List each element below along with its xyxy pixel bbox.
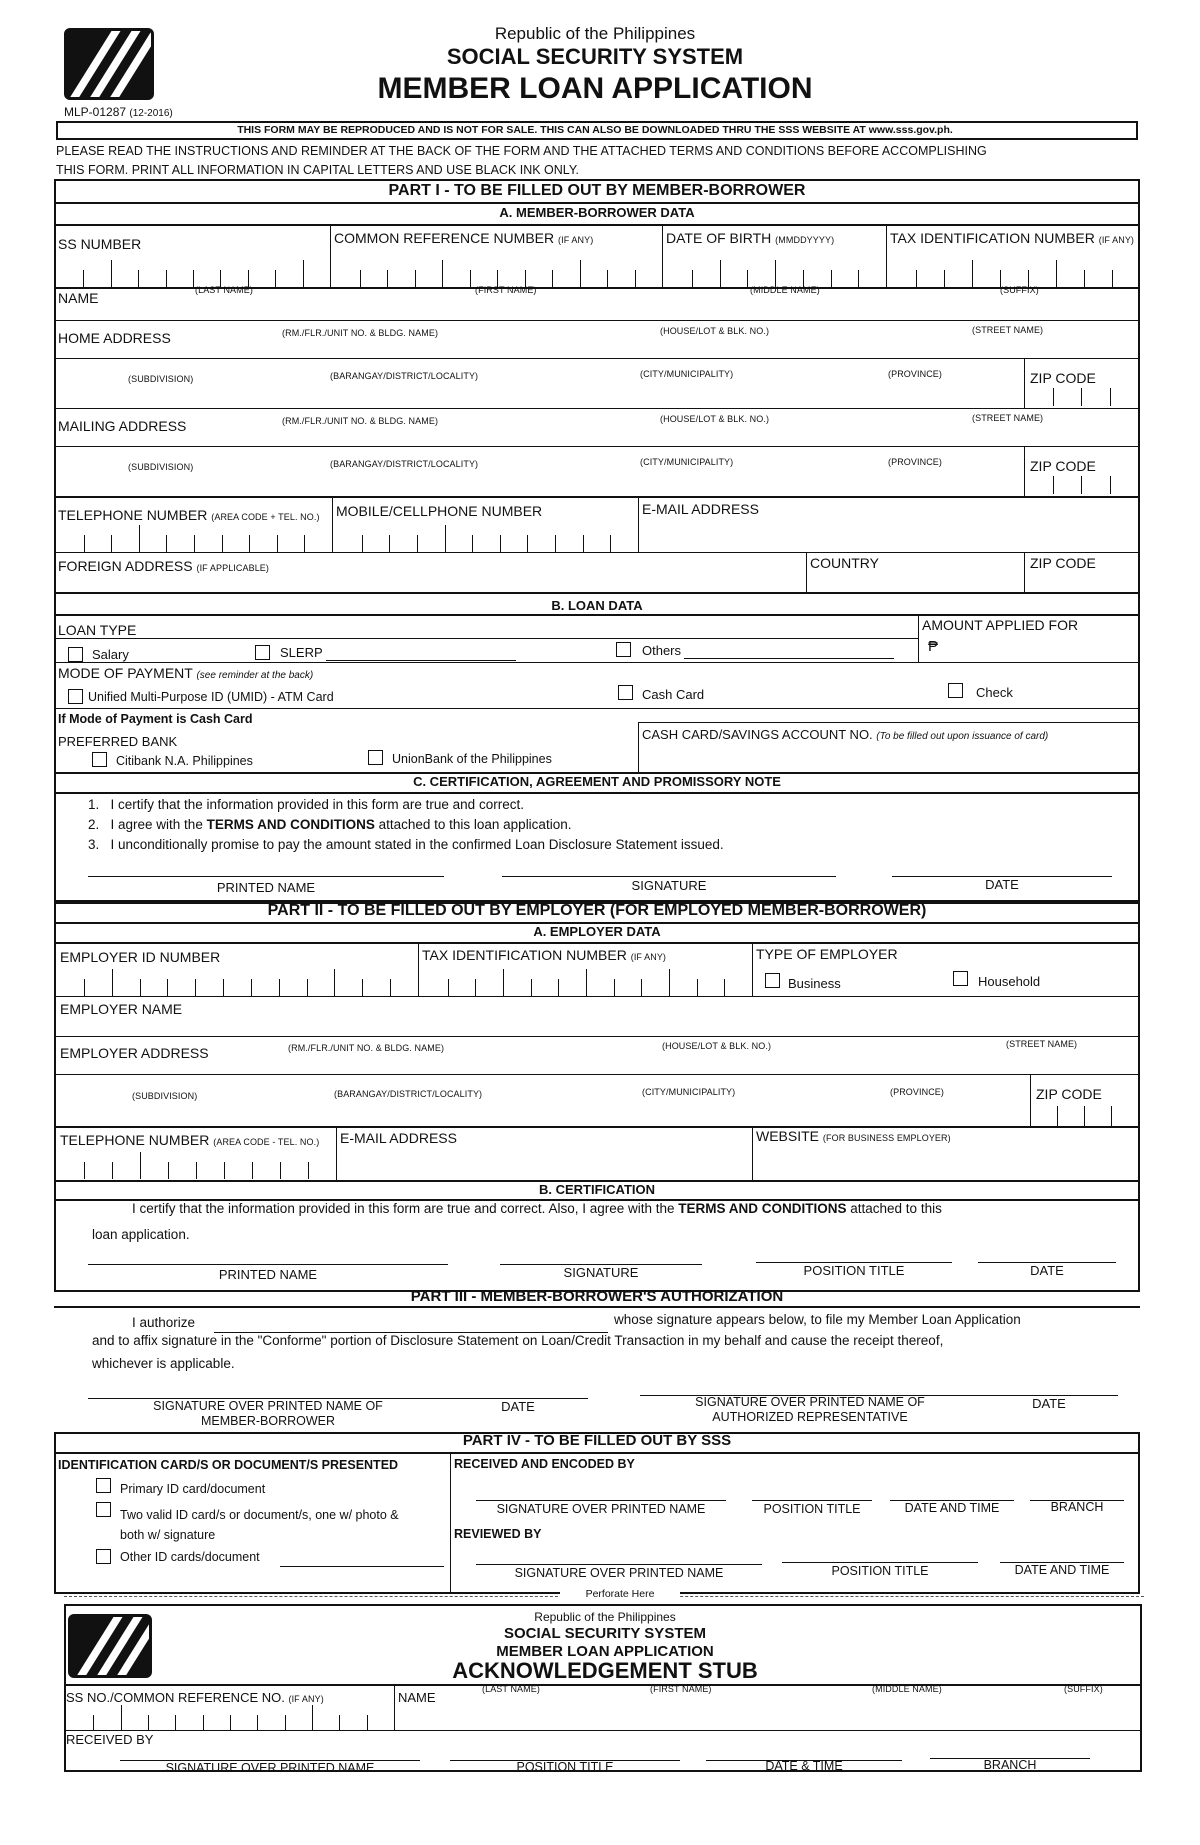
mailing-address-line2-field[interactable] xyxy=(58,470,1022,494)
er-certification-title: B. CERTIFICATION xyxy=(538,1182,656,1197)
foreign-zip-label: ZIP CODE xyxy=(1030,555,1096,571)
home-zip-label: ZIP CODE xyxy=(1030,370,1096,386)
email-label: E-MAIL ADDRESS xyxy=(642,501,759,517)
last-name-label: (LAST NAME) xyxy=(195,285,253,295)
er-website-field[interactable] xyxy=(754,1150,1136,1180)
digit-divider xyxy=(111,535,112,552)
er-rm-label: (RM./FLR./UNIT NO. & BLDG. NAME) xyxy=(288,1043,445,1053)
digit-divider xyxy=(500,535,501,552)
digit-divider xyxy=(111,260,112,287)
auth-date2-label: DATE xyxy=(1032,1396,1066,1411)
others-checkbox[interactable] xyxy=(616,642,631,657)
citibank-label: Citibank N.A. Philippines xyxy=(116,754,253,768)
email-field[interactable] xyxy=(640,520,1136,552)
er-street-label: (STREET NAME) xyxy=(1006,1039,1078,1049)
stub-name-field[interactable] xyxy=(440,1700,1136,1728)
other-id-checkbox[interactable] xyxy=(96,1549,111,1564)
perforate-label: Perforate Here xyxy=(560,1588,680,1600)
first-name-label: (FIRST NAME) xyxy=(475,285,537,295)
digit-divider xyxy=(607,270,608,287)
digit-divider xyxy=(720,260,721,287)
reviewed-signature-field[interactable] xyxy=(476,1544,762,1564)
check-checkbox[interactable] xyxy=(948,683,963,698)
home-street-label: (STREET NAME) xyxy=(972,325,1044,335)
home-subdivision-label: (SUBDIVISION) xyxy=(128,374,194,384)
er-email-field[interactable] xyxy=(338,1150,750,1180)
stub-title: ACKNOWLEDGEMENT STUB xyxy=(452,1658,758,1683)
telephone-field[interactable] xyxy=(56,520,330,552)
cash-card-checkbox[interactable] xyxy=(618,685,633,700)
business-label: Business xyxy=(788,976,841,991)
mailing-address-label: MAILING ADDRESS xyxy=(58,418,187,434)
er-signature-field[interactable] xyxy=(500,1244,702,1264)
digit-divider xyxy=(93,1715,94,1730)
digit-divider xyxy=(285,1715,286,1730)
digit-divider xyxy=(586,969,587,996)
digit-divider xyxy=(279,979,280,996)
unionbank-checkbox[interactable] xyxy=(368,750,383,765)
digit-divider xyxy=(475,979,476,996)
other-id-label: Other ID cards/document xyxy=(120,1550,260,1564)
er-province-label: (PROVINCE) xyxy=(890,1087,945,1097)
auth-date1-label: DATE xyxy=(501,1399,535,1414)
er-zip-label: ZIP CODE xyxy=(1036,1086,1102,1102)
digit-divider xyxy=(175,1715,176,1730)
home-zip-field[interactable] xyxy=(1026,386,1138,408)
digit-divider xyxy=(148,1715,149,1730)
telephone-label: TELEPHONE NUMBER (AREA CODE + TEL. NO.) xyxy=(58,507,320,523)
mobile-label: MOBILE/CELLPHONE NUMBER xyxy=(336,503,543,519)
stub-republic: Republic of the Philippines xyxy=(534,1610,676,1624)
header-title: MEMBER LOAN APPLICATION xyxy=(377,72,813,105)
p1-signature-label: SIGNATURE xyxy=(631,878,707,893)
digit-divider xyxy=(193,270,194,287)
unionbank-label: UnionBank of the Philippines xyxy=(392,752,552,766)
preferred-bank-label: PREFERRED BANK xyxy=(58,734,178,749)
digit-divider xyxy=(916,270,917,287)
cert-item-3: 3. I unconditionally promise to pay the amount stated in the confirmed Loan Disclosure Statement issued. xyxy=(88,837,724,852)
reviewed-position-label: POSITION TITLE xyxy=(831,1564,929,1578)
digit-divider xyxy=(304,535,305,552)
digit-divider xyxy=(312,1705,313,1730)
digit-divider xyxy=(389,535,390,552)
name-label: NAME xyxy=(58,290,99,306)
digit-divider xyxy=(223,979,224,996)
home-rm-label: (RM./FLR./UNIT NO. & BLDG. NAME) xyxy=(282,328,439,338)
digit-divider xyxy=(84,535,85,552)
digit-divider xyxy=(583,535,584,552)
stub-datetime-field[interactable] xyxy=(706,1740,902,1760)
stub-first-name-label: (FIRST NAME) xyxy=(650,1684,712,1694)
er-date-label: DATE xyxy=(1030,1263,1064,1278)
p1-signature-field[interactable] xyxy=(502,856,836,876)
digit-divider xyxy=(167,979,168,996)
cash-card-label: Cash Card xyxy=(642,687,705,702)
stub-position-label: POSITION TITLE xyxy=(516,1760,614,1774)
stub-ss-crn-field[interactable] xyxy=(66,1706,392,1730)
digit-divider xyxy=(442,260,443,287)
header-republic: Republic of the Philippines xyxy=(494,24,696,43)
mode-label: MODE OF PAYMENT (see reminder at the back) xyxy=(58,665,314,681)
part3-title: PART III - MEMBER-BORROWER'S AUTHORIZATION xyxy=(410,1288,784,1305)
digit-divider xyxy=(858,270,859,287)
digit-divider xyxy=(138,270,139,287)
p1-printed-name-label: PRINTED NAME xyxy=(216,880,316,895)
primary-id-label: Primary ID card/document xyxy=(120,1482,266,1496)
reproduction-notice: THIS FORM MAY BE REPRODUCED AND IS NOT FOR SALE. THIS CAN ALSO BE DOWNLOADED THRU THE SSS WEBSITE AT www.sss.gov.ph. xyxy=(237,124,953,136)
salary-label: Salary xyxy=(92,647,129,662)
representative-name-field[interactable] xyxy=(214,1314,608,1332)
er-tin-label: TAX IDENTIFICATION NUMBER (IF ANY) xyxy=(422,947,667,963)
digit-divider xyxy=(641,979,642,996)
er-position-field[interactable] xyxy=(756,1242,952,1262)
er-cert-line2: loan application. xyxy=(92,1227,190,1242)
digit-divider xyxy=(972,260,973,287)
digit-divider xyxy=(303,260,304,287)
digit-divider xyxy=(121,1705,122,1730)
form-number: MLP-01287 (12-2016) xyxy=(64,105,173,119)
stub-form-name: MEMBER LOAN APPLICATION xyxy=(496,1643,714,1660)
tin-label: TAX IDENTIFICATION NUMBER (IF ANY) xyxy=(890,230,1135,246)
digit-divider xyxy=(84,979,85,996)
er-telephone-field[interactable] xyxy=(56,1150,334,1180)
received-datetime-label: DATE AND TIME xyxy=(904,1501,1000,1515)
slerp-label: SLERP xyxy=(280,645,323,660)
cert-item-1: 1. I certify that the information provided in this form are true and correct. xyxy=(88,797,524,812)
stub-position-field[interactable] xyxy=(450,1740,680,1760)
instruction-line2: THIS FORM. PRINT ALL INFORMATION IN CAPITAL LETTERS AND USE BLACK INK ONLY. xyxy=(56,163,580,177)
auth-line3: whichever is applicable. xyxy=(92,1356,235,1371)
er-address-label: EMPLOYER ADDRESS xyxy=(60,1045,209,1061)
if-cash-card-label: If Mode of Payment is Cash Card xyxy=(58,712,253,726)
er-address-line2-field[interactable] xyxy=(58,1100,1028,1124)
digit-divider xyxy=(84,1162,85,1179)
reviewed-by-label: REVIEWED BY xyxy=(454,1527,542,1541)
digit-divider xyxy=(362,979,363,996)
digit-divider xyxy=(334,969,335,996)
mail-zip-label: ZIP CODE xyxy=(1030,458,1096,474)
household-label: Household xyxy=(978,974,1041,989)
digit-divider xyxy=(417,535,418,552)
er-city-label: (CITY/MUNICIPALITY) xyxy=(642,1087,736,1097)
cert-item-2: 2. I agree with the TERMS AND CONDITIONS attached to this loan application. xyxy=(88,817,572,832)
digit-divider xyxy=(472,535,473,552)
digit-divider xyxy=(558,979,559,996)
rep-signature-field[interactable] xyxy=(640,1375,980,1395)
mail-barangay-label: (BARANGAY/DISTRICT/LOCALITY) xyxy=(330,459,479,469)
two-valid-id-label: Two valid ID card/s or document/s, one w/ photo & both w/ signature xyxy=(120,1508,399,1542)
part2-title: PART II - TO BE FILLED OUT BY EMPLOYER (FOR EMPLOYED MEMBER-BORROWER) xyxy=(267,902,927,919)
auth-date1-field[interactable] xyxy=(448,1378,588,1398)
digit-divider xyxy=(224,1162,225,1179)
digit-divider xyxy=(251,979,252,996)
middle-name-label: (MIDDLE NAME) xyxy=(750,285,820,295)
mail-province-label: (PROVINCE) xyxy=(888,457,943,467)
part1-title: PART I - TO BE FILLED OUT BY MEMBER-BORROWER xyxy=(388,182,806,199)
digit-divider xyxy=(112,969,113,996)
id-presented-label: IDENTIFICATION CARD/S OR DOCUMENT/S PRESENTED xyxy=(58,1458,399,1472)
peso-sign: ₱ xyxy=(928,638,939,655)
stub-branch-field[interactable] xyxy=(930,1738,1090,1758)
received-position-field[interactable] xyxy=(752,1480,872,1500)
citibank-checkbox[interactable] xyxy=(92,752,107,767)
mailing-address-line1-field[interactable] xyxy=(200,426,1136,446)
digit-divider xyxy=(194,535,195,552)
amount-field[interactable] xyxy=(945,636,1135,658)
part1-section-a: A. MEMBER-BORROWER DATA xyxy=(499,205,695,220)
foreign-zip-field[interactable] xyxy=(1026,572,1138,590)
p1-date-label: DATE xyxy=(985,877,1019,892)
stub-agency: SOCIAL SECURITY SYSTEM xyxy=(504,1625,706,1642)
home-address-line2-field[interactable] xyxy=(58,382,1022,406)
home-address-label: HOME ADDRESS xyxy=(58,330,171,346)
digit-divider xyxy=(112,1162,113,1179)
mail-rm-label: (RM./FLR./UNIT NO. & BLDG. NAME) xyxy=(282,416,439,426)
digit-divider xyxy=(166,270,167,287)
primary-id-checkbox[interactable] xyxy=(96,1478,111,1493)
digit-divider xyxy=(222,535,223,552)
home-address-line1-field[interactable] xyxy=(200,338,1136,358)
auth-date2-field[interactable] xyxy=(980,1375,1118,1395)
stub-received-by-label: RECEIVED BY xyxy=(66,1732,154,1747)
stub-signature-field[interactable] xyxy=(120,1740,420,1760)
digit-divider xyxy=(503,969,504,996)
foreign-address-field[interactable] xyxy=(58,572,802,590)
others-label: Others xyxy=(642,643,682,658)
home-province-label: (PROVINCE) xyxy=(888,369,943,379)
er-id-label: EMPLOYER ID NUMBER xyxy=(60,949,221,965)
mail-house-label: (HOUSE/LOT & BLK. NO.) xyxy=(660,414,770,424)
er-zip-field[interactable] xyxy=(1032,1104,1136,1126)
digit-divider xyxy=(275,270,276,287)
home-house-label: (HOUSE/LOT & BLK. NO.) xyxy=(660,326,770,336)
mail-city-label: (CITY/MUNICIPALITY) xyxy=(640,457,734,467)
loan-data-title: B. LOAN DATA xyxy=(551,598,643,613)
two-valid-id-checkbox[interactable] xyxy=(96,1502,111,1517)
digit-divider xyxy=(445,525,446,552)
digit-divider xyxy=(308,1162,309,1179)
member-signature-field[interactable] xyxy=(88,1378,448,1398)
amount-label: AMOUNT APPLIED FOR xyxy=(922,617,1079,633)
er-name-label: EMPLOYER NAME xyxy=(60,1001,183,1017)
er-date-field[interactable] xyxy=(978,1242,1116,1262)
reviewed-position-field[interactable] xyxy=(782,1542,978,1562)
account-no-field[interactable] xyxy=(642,746,1136,770)
stub-suffix-label: (SUFFIX) xyxy=(1064,1684,1103,1694)
mail-street-label: (STREET NAME) xyxy=(972,413,1044,423)
dob-field[interactable] xyxy=(664,250,884,288)
er-subdivision-label: (SUBDIVISION) xyxy=(132,1091,198,1101)
dob-label: DATE OF BIRTH (MMDDYYYY) xyxy=(666,230,835,246)
tin-field[interactable] xyxy=(888,250,1138,288)
rep-signature-label: SIGNATURE OVER PRINTED NAME OF AUTHORIZED REPRESENTATIVE xyxy=(695,1395,925,1424)
digit-divider xyxy=(610,535,611,552)
stub-ss-crn-label: SS NO./COMMON REFERENCE NO. (IF ANY) xyxy=(66,1690,324,1705)
header-agency: SOCIAL SECURITY SYSTEM xyxy=(446,44,744,69)
check-label: Check xyxy=(976,685,1013,700)
digit-divider xyxy=(387,270,388,287)
received-branch-label: BRANCH xyxy=(1050,1500,1104,1514)
household-checkbox[interactable] xyxy=(953,971,968,986)
digit-divider xyxy=(635,270,636,287)
er-printed-name-field[interactable] xyxy=(88,1244,448,1264)
digit-divider xyxy=(307,979,308,996)
p1-date-field[interactable] xyxy=(892,856,1112,876)
digit-divider xyxy=(140,1152,141,1179)
auth-line1-end: whose signature appears below, to file my Member Loan Application xyxy=(614,1312,1021,1327)
digit-divider xyxy=(367,1715,368,1730)
stub-sss-logo xyxy=(68,1614,152,1678)
digit-divider xyxy=(831,270,832,287)
stub-signature-label: SIGNATURE OVER PRINTED NAME xyxy=(165,1761,375,1775)
er-printed-name-label: PRINTED NAME xyxy=(218,1267,318,1282)
digit-divider xyxy=(747,270,748,287)
digit-divider xyxy=(527,535,528,552)
er-address-line1-field[interactable] xyxy=(210,1052,1136,1074)
business-checkbox[interactable] xyxy=(765,973,780,988)
mail-zip-field[interactable] xyxy=(1026,474,1138,496)
p1-printed-name-field[interactable] xyxy=(88,856,444,876)
digit-divider xyxy=(1056,260,1057,287)
umid-label: Unified Multi-Purpose ID (UMID) - ATM Card xyxy=(88,690,334,704)
received-datetime-field[interactable] xyxy=(890,1480,1014,1500)
digit-divider xyxy=(362,535,363,552)
digit-divider xyxy=(203,1715,204,1730)
digit-divider xyxy=(230,1715,231,1730)
digit-divider xyxy=(1084,270,1085,287)
er-name-field[interactable] xyxy=(58,1016,1136,1036)
employer-data-title: A. EMPLOYER DATA xyxy=(533,924,661,939)
digit-divider xyxy=(531,979,532,996)
other-id-field[interactable] xyxy=(280,1548,444,1566)
digit-divider xyxy=(280,1162,281,1179)
crn-field[interactable] xyxy=(332,250,660,288)
home-city-label: (CITY/MUNICIPALITY) xyxy=(640,369,734,379)
digit-divider xyxy=(415,270,416,287)
salary-checkbox[interactable] xyxy=(68,647,83,662)
digit-divider xyxy=(555,535,556,552)
umid-checkbox[interactable] xyxy=(68,689,83,704)
digit-divider xyxy=(580,260,581,287)
reviewed-signature-label: SIGNATURE OVER PRINTED NAME xyxy=(514,1566,724,1580)
ss-number-field[interactable] xyxy=(56,250,328,288)
reviewed-datetime-label: DATE AND TIME xyxy=(1014,1563,1110,1577)
slerp-checkbox[interactable] xyxy=(255,645,270,660)
digit-divider xyxy=(692,270,693,287)
digit-divider xyxy=(257,1715,258,1730)
er-telephone-label: TELEPHONE NUMBER (AREA CODE - TEL. NO.) xyxy=(60,1132,320,1148)
received-signature-field[interactable] xyxy=(476,1480,726,1500)
certification-title: C. CERTIFICATION, AGREEMENT AND PROMISSORY NOTE xyxy=(413,774,781,789)
digit-divider xyxy=(552,270,553,287)
digit-divider xyxy=(448,979,449,996)
digit-divider xyxy=(252,1162,253,1179)
digit-divider xyxy=(140,979,141,996)
er-website-label: WEBSITE (FOR BUSINESS EMPLOYER) xyxy=(756,1128,951,1144)
digit-divider xyxy=(614,979,615,996)
digit-divider xyxy=(470,270,471,287)
stub-branch-label: BRANCH xyxy=(983,1758,1037,1772)
mail-subdivision-label: (SUBDIVISION) xyxy=(128,462,194,472)
stub-middle-name-label: (MIDDLE NAME) xyxy=(872,1684,942,1694)
digit-divider xyxy=(195,979,196,996)
digit-divider xyxy=(390,979,391,996)
digit-divider xyxy=(697,979,698,996)
foreign-address-label: FOREIGN ADDRESS (IF APPLICABLE) xyxy=(58,558,270,574)
er-signature-label: SIGNATURE xyxy=(563,1265,639,1280)
stub-last-name-label: (LAST NAME) xyxy=(482,1684,540,1694)
received-signature-label: SIGNATURE OVER PRINTED NAME xyxy=(496,1502,706,1516)
stub-name-label: NAME xyxy=(398,1690,436,1705)
employer-type-label: TYPE OF EMPLOYER xyxy=(756,946,898,962)
digit-divider xyxy=(339,1715,340,1730)
er-house-label: (HOUSE/LOT & BLK. NO.) xyxy=(662,1041,772,1051)
digit-divider xyxy=(724,979,725,996)
er-email-label: E-MAIL ADDRESS xyxy=(340,1130,457,1146)
part4-title: PART IV - TO BE FILLED OUT BY SSS xyxy=(462,1432,732,1449)
country-label: COUNTRY xyxy=(810,555,879,571)
digit-divider xyxy=(277,535,278,552)
auth-line1-start: I authorize xyxy=(132,1315,196,1330)
received-encoded-label: RECEIVED AND ENCODED BY xyxy=(454,1457,635,1471)
sss-logo xyxy=(64,28,154,100)
loan-type-label: LOAN TYPE xyxy=(58,622,137,638)
auth-line2: and to affix signature in the "Conforme" portion of Disclosure Statement on Loan/Credit Transaction in my behalf and cause the receipt thereof, xyxy=(92,1333,944,1348)
mobile-field[interactable] xyxy=(334,520,636,552)
digit-divider xyxy=(196,1162,197,1179)
er-cert-line1: I certify that the information provided in this form are true and correct. Also, I agree with the TERMS AND CONDITIONS attached to this xyxy=(132,1201,942,1216)
digit-divider xyxy=(1112,270,1113,287)
received-branch-field[interactable] xyxy=(1030,1480,1124,1500)
er-barangay-label: (BARANGAY/DISTRICT/LOCALITY) xyxy=(334,1089,483,1099)
digit-divider xyxy=(360,270,361,287)
instruction-line1: PLEASE READ THE INSTRUCTIONS AND REMINDER AT THE BACK OF THE FORM AND THE ATTACHED TERMS AND CONDITIONS BEFORE ACCOMPLISHING xyxy=(56,144,987,158)
er-position-label: POSITION TITLE xyxy=(803,1263,905,1278)
received-position-label: POSITION TITLE xyxy=(763,1502,861,1516)
digit-divider xyxy=(249,535,250,552)
suffix-label: (SUFFIX) xyxy=(1000,285,1039,295)
ss-number-label: SS NUMBER xyxy=(58,236,142,252)
digit-divider xyxy=(139,525,140,552)
member-signature-label: SIGNATURE OVER PRINTED NAME OF MEMBER-BORROWER xyxy=(153,1399,383,1428)
digit-divider xyxy=(166,535,167,552)
digit-divider xyxy=(775,260,776,287)
stub-datetime-label: DATE & TIME xyxy=(765,1759,843,1773)
account-no-label: CASH CARD/SAVINGS ACCOUNT NO. (To be filled out upon issuance of card) xyxy=(642,727,1049,742)
digit-divider xyxy=(944,270,945,287)
digit-divider xyxy=(83,270,84,287)
digit-divider xyxy=(669,969,670,996)
country-field[interactable] xyxy=(808,572,1022,590)
digit-divider xyxy=(168,1162,169,1179)
reviewed-datetime-field[interactable] xyxy=(1000,1542,1124,1562)
home-barangay-label: (BARANGAY/DISTRICT/LOCALITY) xyxy=(330,371,479,381)
er-tin-field[interactable] xyxy=(420,966,750,996)
crn-label: COMMON REFERENCE NUMBER (IF ANY) xyxy=(334,230,594,246)
name-field[interactable] xyxy=(120,296,1138,320)
